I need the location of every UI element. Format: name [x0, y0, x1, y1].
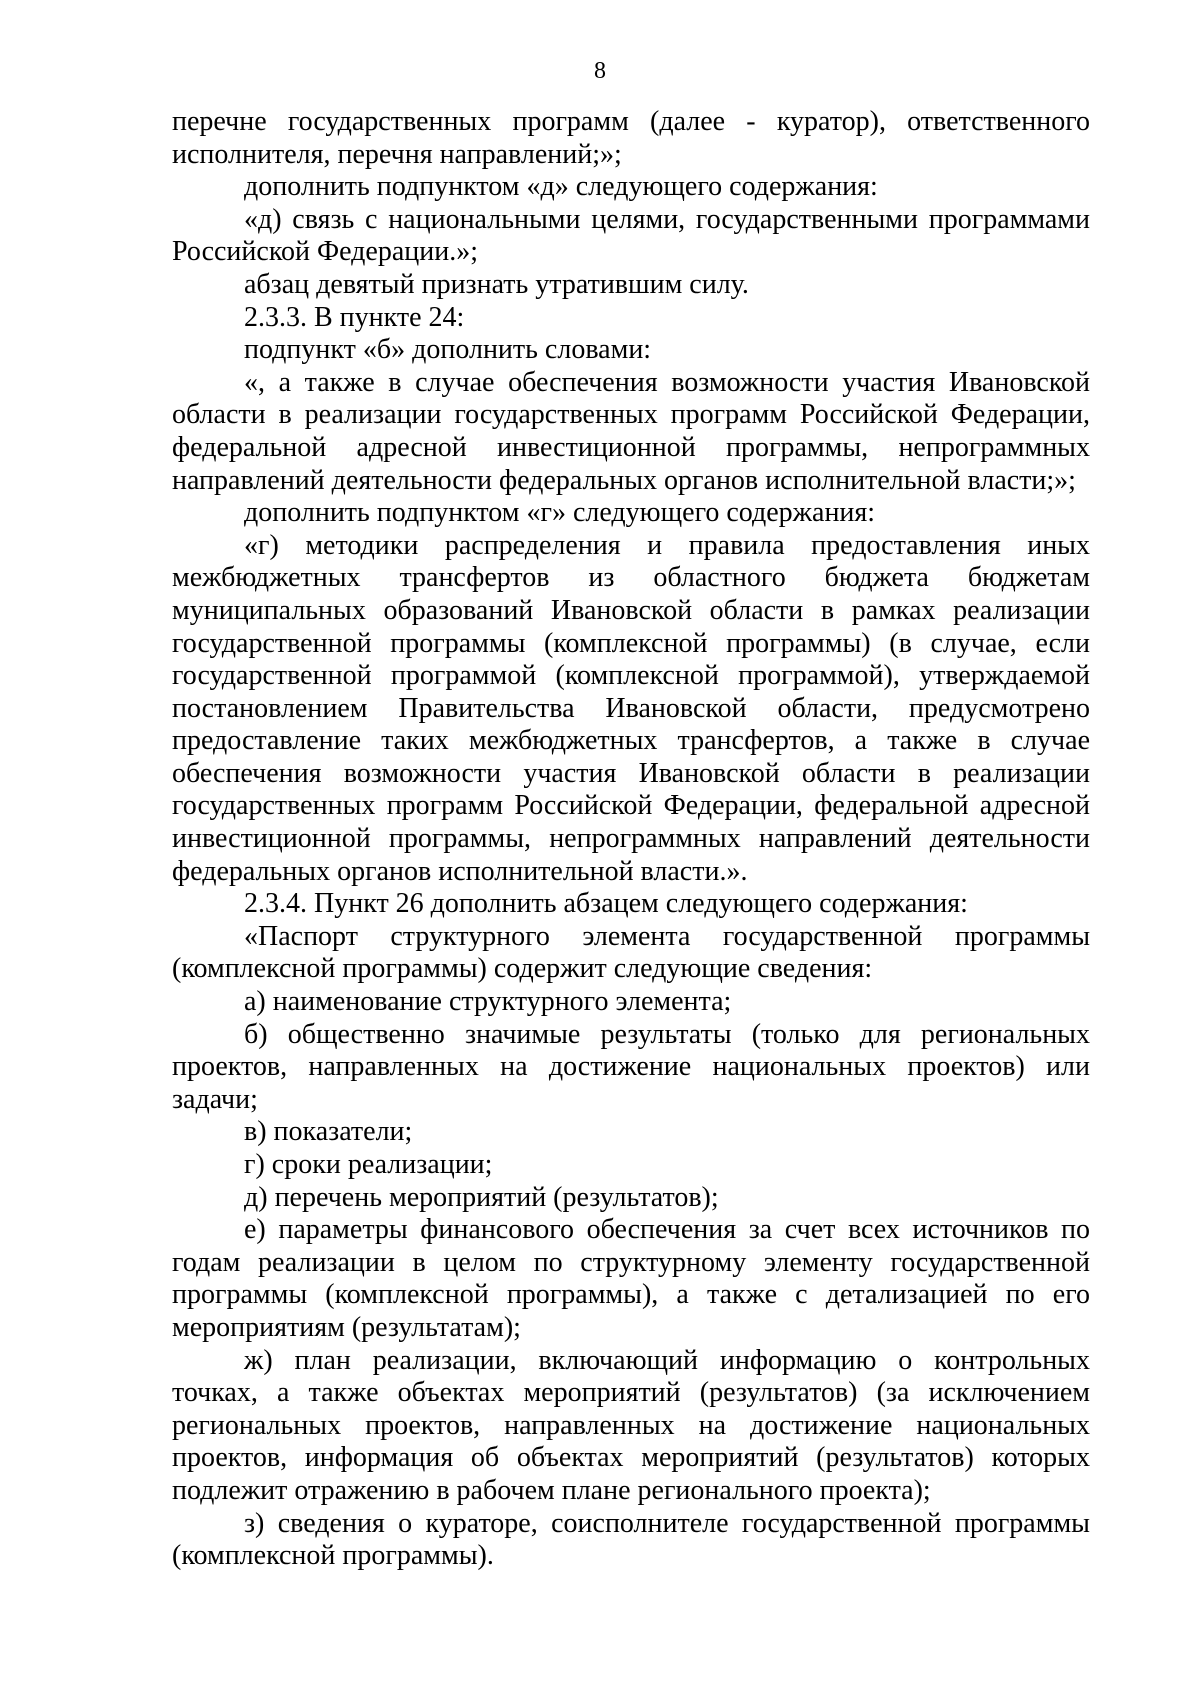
list-item-e: е) параметры финансового обеспечения за счет всех источников по годам реализации в целом по структурному элементу государственной программы (комплексной программы), а также с детализацией по его мероприятиям (результатам);: [172, 1214, 1090, 1343]
paragraph-instruction-b: подпункт «б» дополнить словами:: [244, 334, 652, 366]
paragraph-continuation: перечне государственных программ (далее - куратор), ответственного исполнителя, перечня направлений;»;: [172, 106, 1090, 170]
list-item-g: г) сроки реализации;: [244, 1149, 493, 1180]
paragraph-passport-intro: «Паспорт структурного элемента государственной программы (комплексной программы) содержит следующие сведения:: [172, 920, 1090, 985]
paragraph-section-2-3-3: 2.3.3. В пункте 24:: [244, 301, 465, 333]
list-item-v: в) показатели;: [244, 1116, 413, 1148]
list-item-z: з) сведения о кураторе, соисполнителе государственной программы (комплексной программы).: [172, 1507, 1090, 1572]
paragraph-instruction-add-g: дополнить подпунктом «г» следующего содержания:: [244, 497, 876, 529]
document-body: [172, 106, 1090, 1573]
list-item-a: а) наименование структурного элемента;: [244, 986, 732, 1018]
paragraph-instruction-add-d: дополнить подпунктом «д» следующего содержания:: [244, 171, 878, 203]
paragraph-section-2-3-4: 2.3.4. Пункт 26 дополнить абзацем следующего содержания:: [244, 888, 968, 920]
paragraph-subitem-d: «д) связь с национальными целями, государственными программами Российской Федерации.»;: [172, 203, 1090, 268]
list-item-d: д) перечень мероприятий (результатов);: [244, 1181, 719, 1213]
paragraph-addition-b: «, а также в случае обеспечения возможности участия Ивановской области в реализации государственных программ Российской Федерации, федеральной адресной инвестиционной программы, непрограммных направлений деятельности федеральных органов исполнительной власти;»;: [172, 366, 1090, 496]
list-item-b: б) общественно значимые результаты (только для региональных проектов, направленных на достижение национальных проектов) или задачи;: [172, 1018, 1090, 1115]
page-number: 8: [594, 58, 606, 84]
list-item-zh: ж) план реализации, включающий информацию о контрольных точках, а также объектах мероприятий (результатов) (за исключением региональных проектов, направленных на достижение национальных проектов, информация об объектах мероприятий (результатов) которых подлежит отражению в рабочем плане регионального проекта);: [172, 1344, 1090, 1506]
paragraph-subitem-g: «г) методики распределения и правила предоставления иных межбюджетных трансфертов из областного бюджета бюджетам муниципальных образований Ивановской области в рамках реализации государственной программы (комплексной программы) (в случае, если государственной программой (комплексной программой), утверждаемой постановлением Правительства Ивановской области, предусмотрено предоставление таких межбюджетных трансфертов, а также в случае обеспечения возможности участия Ивановской области в реализации государственных программ Российской Федерации, федеральной адресной инвестиционной программы, непрограммных направлений деятельности федеральных органов исполнительной власти.».: [172, 529, 1090, 887]
paragraph-repeal-ninth: абзац девятый признать утратившим силу.: [244, 268, 749, 300]
